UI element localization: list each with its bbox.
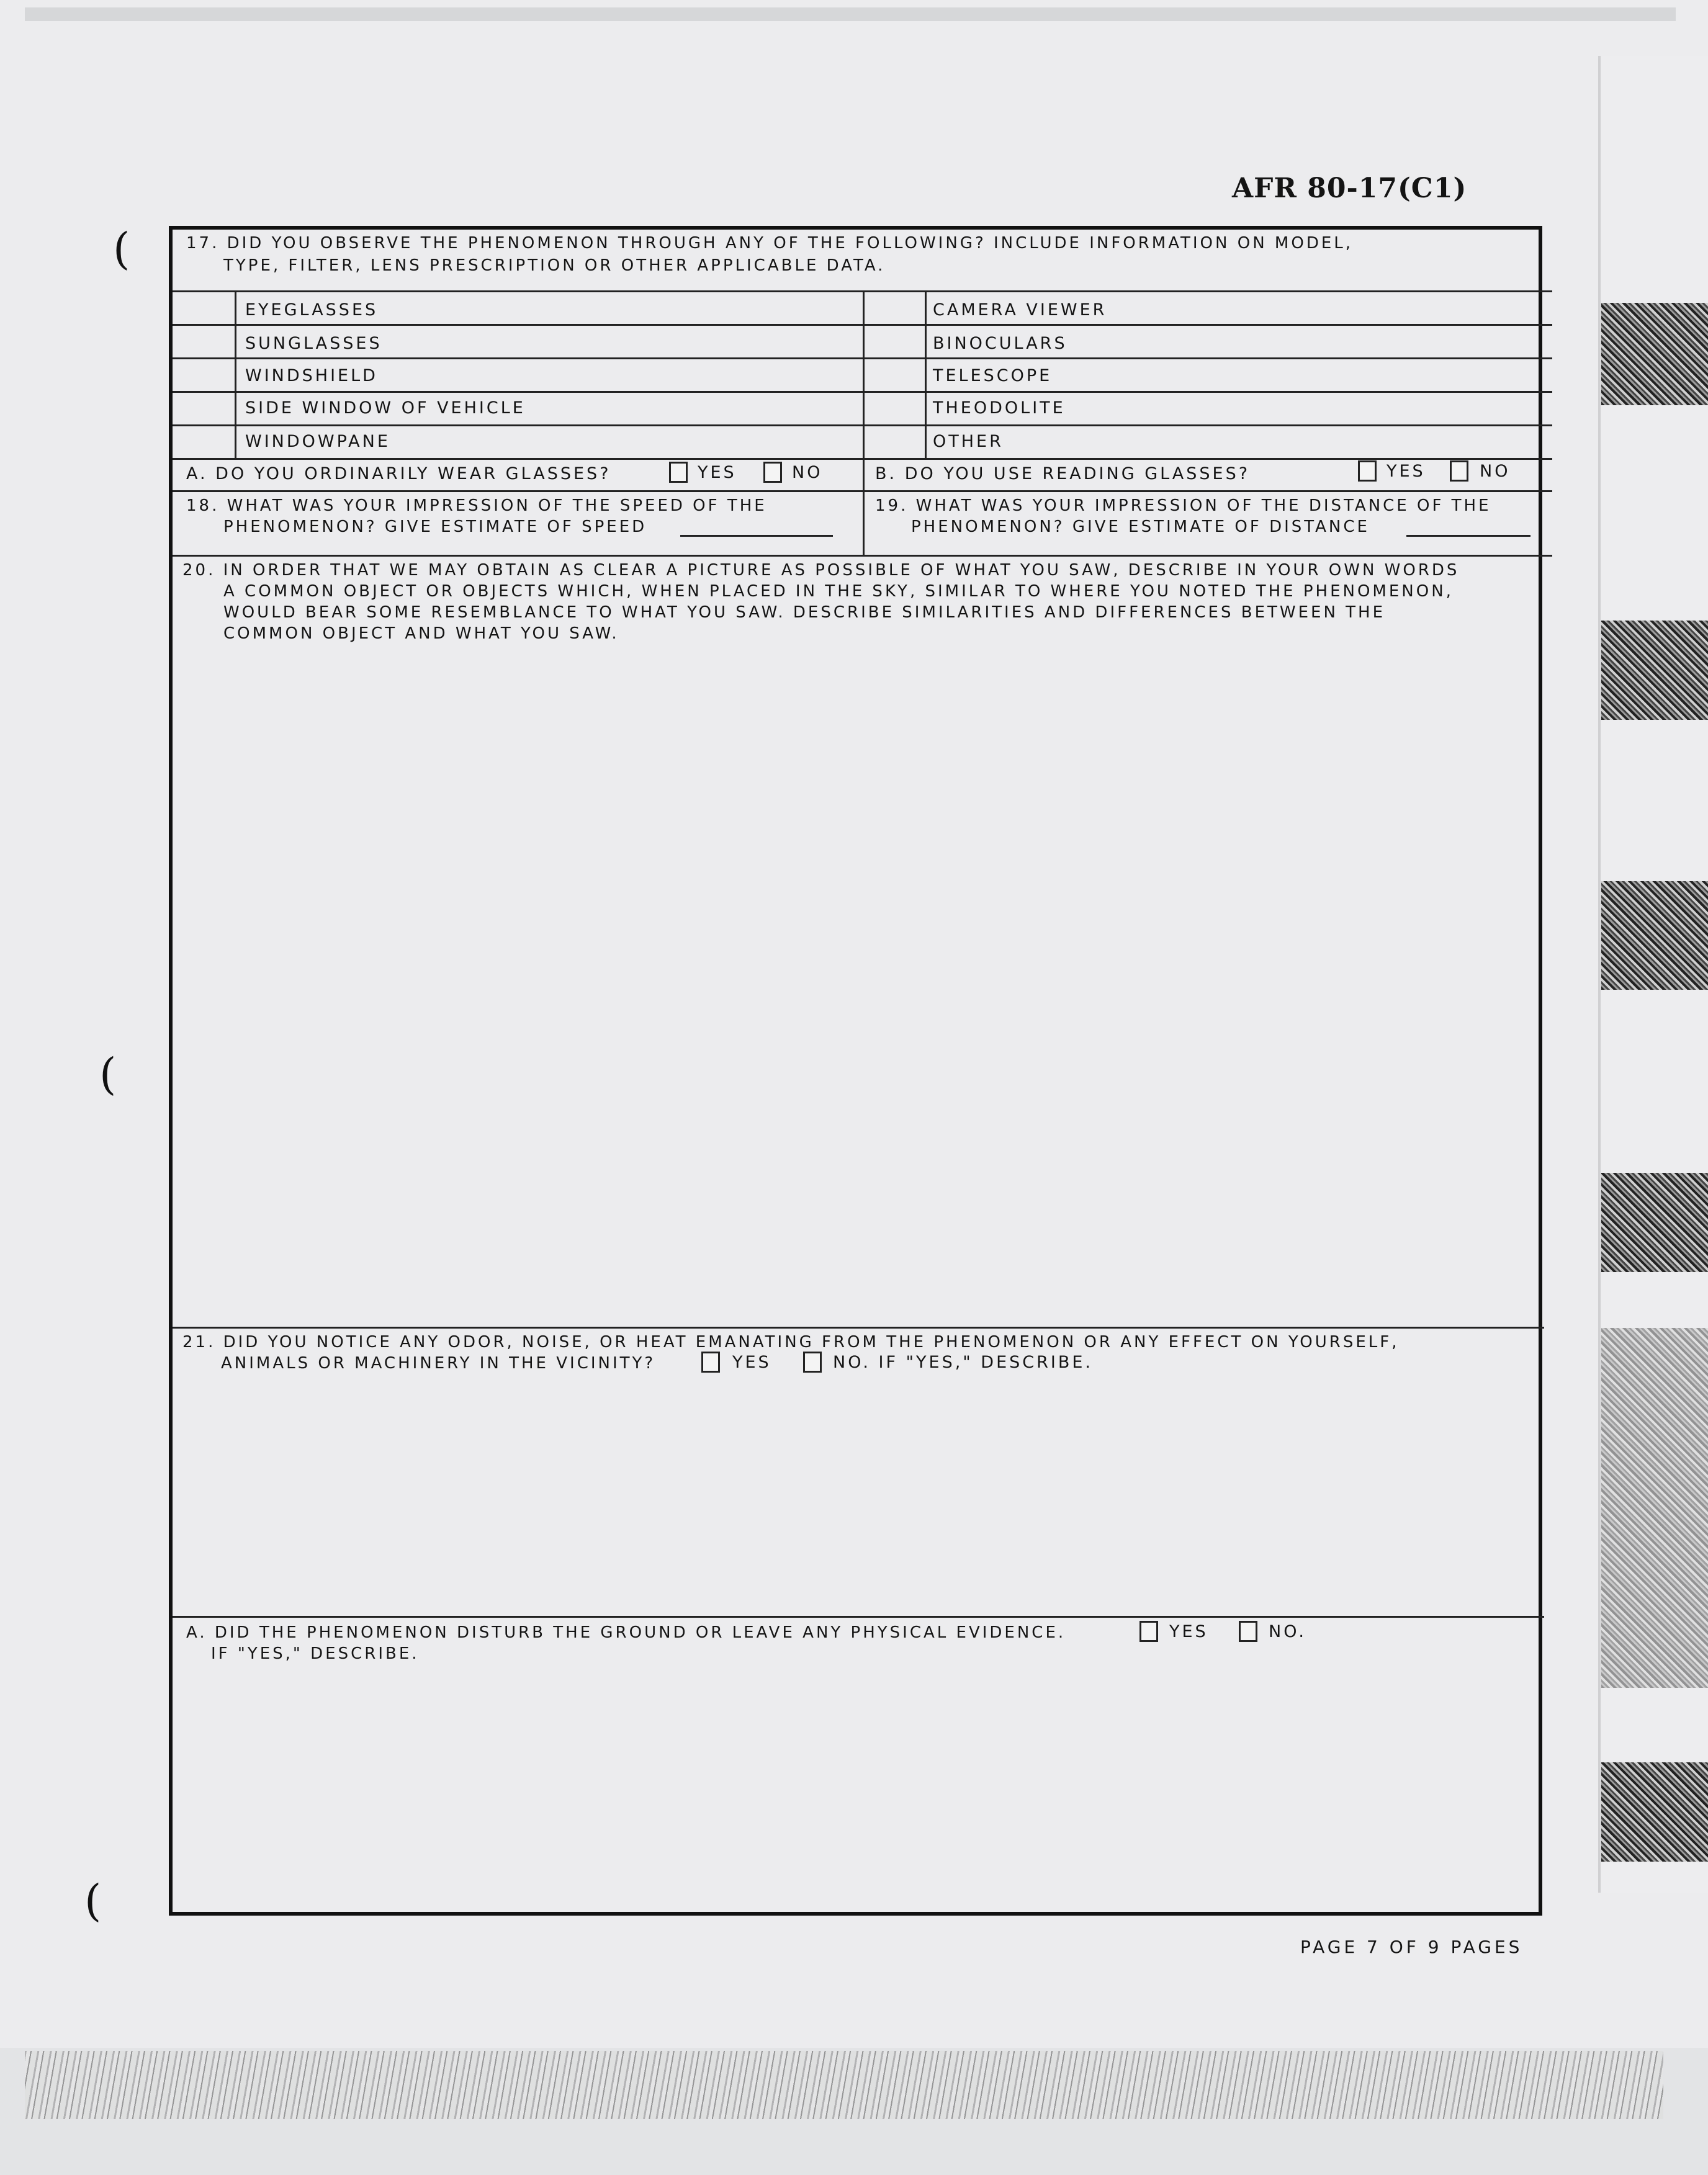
distance-estimate-field[interactable] bbox=[1406, 535, 1530, 537]
column-divider bbox=[863, 290, 865, 490]
q21-yes-label: YES bbox=[732, 1353, 771, 1372]
punch-hole-mark: ( bbox=[84, 1875, 102, 1926]
q20-text-line4: COMMON OBJECT AND WHAT YOU SAW. bbox=[223, 624, 619, 643]
punch-hole-mark: ( bbox=[99, 1049, 117, 1100]
page-number: PAGE 7 OF 9 PAGES bbox=[1300, 1937, 1523, 1957]
q18-text-line1: 18. WHAT WAS YOUR IMPRESSION OF THE SPEED OF THE bbox=[186, 496, 767, 515]
q21a-answer-area[interactable] bbox=[180, 1672, 1539, 1908]
q21-text-line2: ANIMALS OR MACHINERY IN THE VICINITY? bbox=[221, 1354, 656, 1373]
option-windowpane: WINDOWPANE bbox=[245, 432, 390, 451]
q17-text-line2: TYPE, FILTER, LENS PRESCRIPTION OR OTHER APPLICABLE DATA. bbox=[223, 256, 886, 275]
q20-text-line2: A COMMON OBJECT OR OBJECTS WHICH, WHEN PLACED IN THE SKY, SIMILAR TO WHERE YOU NOTED THE PHENOMENON, bbox=[223, 582, 1454, 601]
scan-artifact bbox=[1601, 1173, 1708, 1272]
q17a-no-checkbox[interactable] bbox=[763, 462, 782, 483]
q17b-no-label: NO bbox=[1480, 462, 1511, 481]
form-code: AFR 80-17(C1) bbox=[1232, 173, 1467, 204]
option-binoculars: BINOCULARS bbox=[933, 334, 1068, 353]
q17b-no-checkbox[interactable] bbox=[1450, 460, 1468, 482]
q17b-yes-checkbox[interactable] bbox=[1358, 460, 1377, 482]
divider bbox=[173, 555, 1552, 557]
option-camera-viewer: CAMERA VIEWER bbox=[933, 300, 1107, 320]
q21-text-line1: 21. DID YOU NOTICE ANY ODOR, NOISE, OR HEAT EMANATING FROM THE PHENOMENON OR ANY EFFECT ON YOURSELF, bbox=[182, 1333, 1400, 1352]
q20-text-line1: 20. IN ORDER THAT WE MAY OBTAIN AS CLEAR A PICTURE AS POSSIBLE OF WHAT YOU SAW, DESCRIBE IN YOUR OWN WORDS bbox=[182, 561, 1460, 580]
q19-text-line2: PHENOMENON? GIVE ESTIMATE OF DISTANCE bbox=[911, 518, 1370, 536]
option-windshield: WINDSHIELD bbox=[245, 366, 378, 385]
q17a-yes-checkbox[interactable] bbox=[669, 462, 688, 483]
column-divider bbox=[863, 490, 865, 555]
checkbox-column-line bbox=[235, 290, 236, 458]
q17b-yes-label: YES bbox=[1387, 462, 1426, 481]
option-sunglasses: SUNGLASSES bbox=[245, 334, 382, 353]
divider bbox=[173, 1616, 1544, 1618]
q21a-yes-label: YES bbox=[1169, 1622, 1208, 1641]
q18-text-line2: PHENOMENON? GIVE ESTIMATE OF SPEED bbox=[223, 518, 647, 536]
q17a-yes-label: YES bbox=[698, 463, 737, 482]
q17a-no-label: NO bbox=[792, 463, 823, 482]
q21a-text-line1: A. DID THE PHENOMENON DISTURB THE GROUND OR LEAVE ANY PHYSICAL EVIDENCE. bbox=[186, 1623, 1066, 1642]
scan-artifact bbox=[1601, 1328, 1708, 1688]
option-telescope: TELESCOPE bbox=[933, 366, 1053, 385]
q20-text-line3: WOULD BEAR SOME RESEMBLANCE TO WHAT YOU SAW. DESCRIBE SIMILARITIES AND DIFFERENCES BETWEEN THE bbox=[223, 603, 1386, 622]
q21a-yes-checkbox[interactable] bbox=[1139, 1621, 1158, 1642]
speed-estimate-field[interactable] bbox=[680, 535, 833, 537]
q21-answer-area[interactable] bbox=[180, 1381, 1539, 1611]
q19-text-line1: 19. WHAT WAS YOUR IMPRESSION OF THE DISTANCE OF THE bbox=[875, 496, 1491, 515]
q21a-text-line2: IF "YES," DESCRIBE. bbox=[211, 1644, 420, 1663]
option-eyeglasses: EYEGLASSES bbox=[245, 300, 379, 320]
checkbox-column-line bbox=[925, 290, 927, 458]
scan-artifact bbox=[1601, 881, 1708, 990]
scan-artifact bbox=[1601, 1762, 1708, 1862]
option-other: OTHER bbox=[933, 432, 1004, 451]
q21a-no-label: NO. bbox=[1269, 1622, 1306, 1641]
q17b-text: B. DO YOU USE READING GLASSES? bbox=[875, 464, 1251, 483]
q20-answer-area[interactable] bbox=[180, 652, 1539, 1322]
divider bbox=[173, 1327, 1544, 1329]
q21-no-label: NO. IF "YES," DESCRIBE. bbox=[833, 1353, 1094, 1372]
q21-yes-checkbox[interactable] bbox=[701, 1352, 720, 1373]
option-side-window: SIDE WINDOW OF VEHICLE bbox=[245, 398, 526, 418]
q21-no-checkbox[interactable] bbox=[803, 1352, 822, 1373]
q17-text-line1: 17. DID YOU OBSERVE THE PHENOMENON THROUGH ANY OF THE FOLLOWING? INCLUDE INFORMATION ON MODEL, bbox=[186, 234, 1354, 253]
q21a-no-checkbox[interactable] bbox=[1239, 1621, 1257, 1642]
scan-top-edge bbox=[25, 7, 1676, 21]
scan-bottom-noise bbox=[25, 2051, 1663, 2119]
scan-artifact bbox=[1601, 303, 1708, 405]
q17a-text: A. DO YOU ORDINARILY WEAR GLASSES? bbox=[186, 464, 611, 483]
punch-hole-mark: ( bbox=[113, 223, 130, 274]
scan-artifact bbox=[1601, 621, 1708, 720]
option-theodolite: THEODOLITE bbox=[933, 398, 1066, 418]
